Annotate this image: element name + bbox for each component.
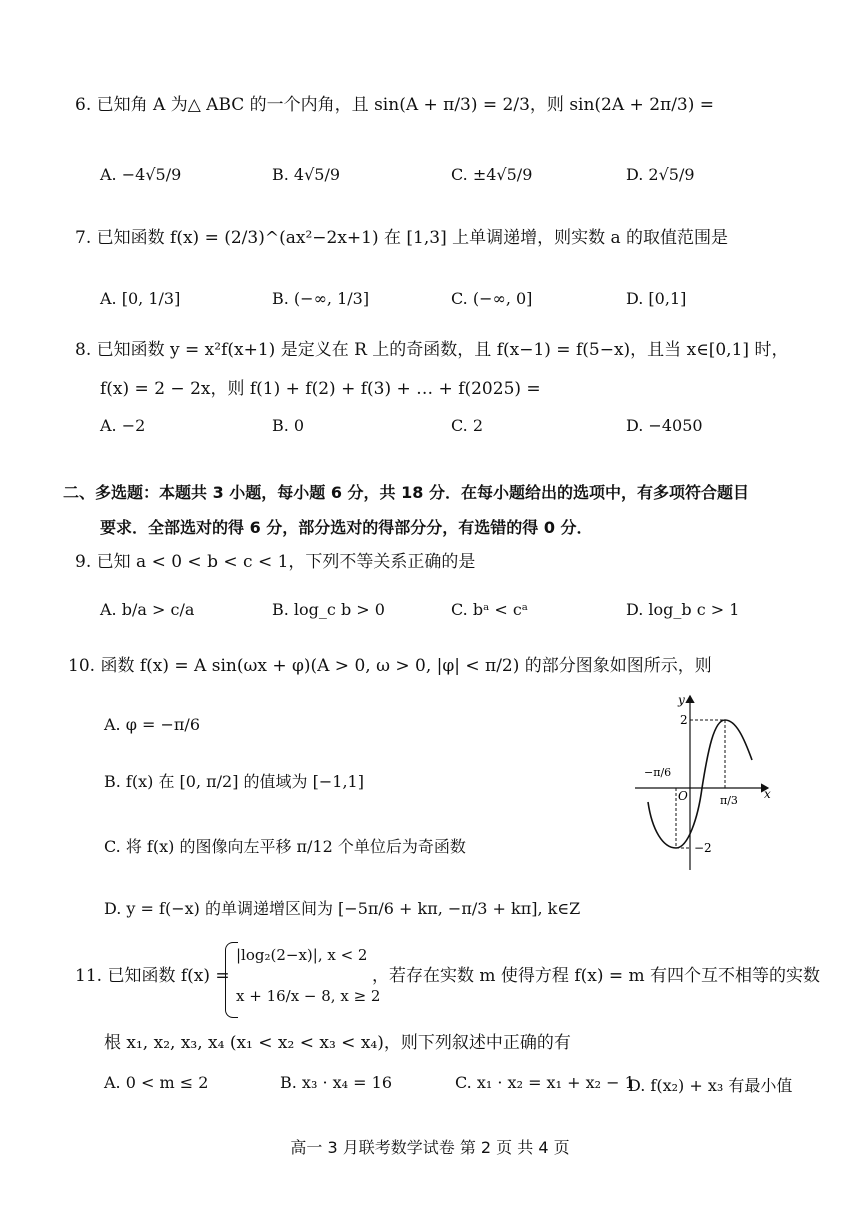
sine-curve (648, 720, 752, 848)
q10-option-d: D. y = f(−x) 的单调递增区间为 [−5π/6 + kπ, −π/3 + kπ], k∈Z (104, 899, 581, 918)
graph-right-tick: π/3 (720, 794, 738, 807)
q8-option-c: C. 2 (451, 416, 484, 435)
q11-stem-line2: 根 x₁, x₂, x₃, x₄ (x₁ < x₂ < x₃ < x₄)，则下列叙述中正确的有 (104, 1033, 571, 1053)
q10-stem: 10. 函数 f(x) = A sin(ωx + φ)(A > 0, ω > 0, |φ| < π/2) 的部分图象如图所示，则 (68, 656, 712, 676)
section2-heading-line2: 要求．全部选对的得 6 分，部分选对的得部分分，有选错的得 0 分． (100, 518, 593, 537)
q9-option-d: D. log_b c > 1 (626, 600, 740, 619)
q6-option-c: C. ±4√5/9 (451, 165, 533, 184)
q6-option-b: B. 4√5/9 (272, 165, 341, 184)
q8-stem-line2: f(x) = 2 − 2x，则 f(1) + f(2) + f(3) + … + f(2025) = (100, 379, 541, 399)
section2-heading-line1: 二、多选题：本题共 3 小题，每小题 6 分，共 18 分．在每小题给出的选项中，有多项符合题目 (63, 483, 749, 502)
q11-option-a: A. 0 < m ≤ 2 (104, 1073, 209, 1092)
q9-stem: 9. 已知 a < 0 < b < c < 1，下列不等关系正确的是 (75, 552, 476, 572)
q11-case2: x + 16/x − 8, x ≥ 2 (236, 987, 381, 1005)
q8-option-d: D. −4050 (626, 416, 703, 435)
q10-option-a: A. φ = −π/6 (104, 715, 200, 734)
q7-stem: 7. 已知函数 f(x) = (2/3)^(ax²−2x+1) 在 [1,3] 上单调递增，则实数 a 的取值范围是 (75, 228, 729, 248)
q11-stem-suffix: ，若存在实数 m 使得方程 f(x) = m 有四个互不相等的实数 (372, 966, 821, 986)
q10-option-b: B. f(x) 在 [0, π/2] 的值域为 [−1,1] (104, 772, 364, 791)
graph-max-label: 2 (680, 713, 688, 727)
graph-origin-label: O (678, 789, 688, 803)
q9-option-b: B. log_c b > 0 (272, 600, 385, 619)
q6-option-d: D. 2√5/9 (626, 165, 695, 184)
q7-option-d: D. [0,1] (626, 289, 687, 308)
graph-min-label: −2 (694, 841, 712, 855)
q10-option-c: C. 将 f(x) 的图像向左平移 π/12 个单位后为奇函数 (104, 837, 466, 856)
q11-option-c: C. x₁ · x₂ = x₁ + x₂ − 1 (455, 1073, 635, 1092)
q11-option-d: D. f(x₂) + x₃ 有最小值 (628, 1076, 793, 1095)
q7-option-b: B. (−∞, 1/3] (272, 289, 370, 308)
q10-sine-graph (630, 690, 780, 875)
q9-option-c: C. bᵃ < cᵃ (451, 600, 528, 619)
q6-option-a: A. −4√5/9 (100, 165, 182, 184)
q11-option-b: B. x₃ · x₄ = 16 (280, 1073, 392, 1092)
q9-option-a: A. b/a > c/a (100, 600, 195, 619)
q11-case1: |log₂(2−x)|, x < 2 (236, 946, 368, 964)
graph-left-tick: −π/6 (644, 766, 672, 779)
graph-y-label: y (678, 693, 685, 707)
q8-stem-line1: 8. 已知函数 y = x²f(x+1) 是定义在 R 上的奇函数，且 f(x−1) = f(5−x)，且当 x∈[0,1] 时， (75, 340, 789, 360)
q7-option-c: C. (−∞, 0] (451, 289, 533, 308)
page-footer: 高一 3 月联考数学试卷 第 2 页 共 4 页 (290, 1138, 570, 1157)
q11-prefix: 11. 已知函数 f(x) = (75, 966, 230, 986)
q8-option-a: A. −2 (100, 416, 146, 435)
q6-stem: 6. 已知角 A 为△ ABC 的一个内角，且 sin(A + π/3) = 2/3，则 sin(2A + 2π/3) = (75, 95, 715, 115)
q8-option-b: B. 0 (272, 416, 305, 435)
graph-x-label: x (764, 787, 771, 801)
q7-option-a: A. [0, 1/3] (100, 289, 181, 308)
